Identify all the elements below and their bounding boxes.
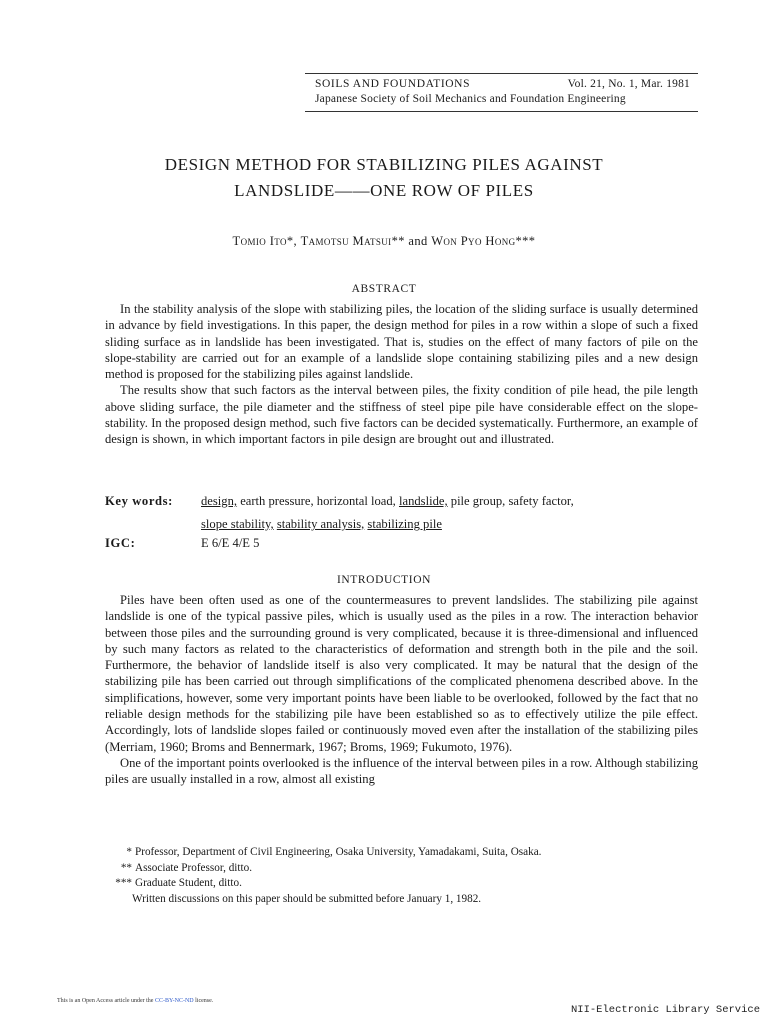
- keyword: earth pressure,: [240, 494, 314, 508]
- abstract-paragraph-2: The results show that such factors as the interval between piles, the fixity condition of pile head, the pile length above sliding surface, the pile diameter and the stiffness of steel pipe pile have considerable effect on the slope-stability. In the proposed design method, such five factors can be decided systematically. Furthermore, an example of design is shown, in which important factors in pile design are brought out and illustrated.: [105, 383, 698, 447]
- paper-title: [60, 152, 708, 204]
- footnote-text: Professor, Department of Civil Engineering, Osaka University, Yamadakami, Suita, Osaka.: [135, 846, 542, 858]
- license-suffix: license.: [195, 998, 214, 1004]
- author-conjunction: and: [408, 234, 428, 248]
- service-watermark: NII-Electronic Library Service: [570, 1004, 760, 1016]
- footnote-mark: **: [120, 861, 132, 874]
- footnote-2: [105, 861, 698, 877]
- author-1: Tomio Ito*,: [232, 234, 298, 248]
- keywords-block: [105, 490, 705, 538]
- footnote-3: [105, 876, 698, 892]
- footnote-text: Graduate Student, ditto.: [135, 877, 242, 889]
- license-prefix: This is an Open Access article under the: [57, 998, 154, 1004]
- title-line-2: LANDSLIDE——ONE ROW OF PILES: [234, 181, 534, 200]
- keywords-label: Key words:: [105, 494, 173, 508]
- keyword: safety factor,: [508, 494, 574, 508]
- footnote-mark: ***: [115, 877, 132, 889]
- footnotes: [105, 845, 698, 907]
- keywords-list: [201, 490, 701, 536]
- keyword: landslide,: [398, 494, 448, 508]
- journal-name: SOILS AND FOUNDATIONS: [315, 78, 471, 90]
- footnote-text: Associate Professor, ditto.: [135, 861, 253, 874]
- igc-label: IGC:: [105, 536, 136, 550]
- abstract-heading: ABSTRACT: [351, 283, 417, 295]
- keyword: slope stability,: [201, 517, 274, 531]
- footnote-mark: *: [126, 846, 132, 858]
- license-note: [57, 998, 213, 1004]
- abstract-paragraph-1: In the stability analysis of the slope with stabilizing piles, the location of the sliding surface is usually determined in advance by field investigations. In this paper, the design method for piles in a row within a slope of such a fixed sliding surface as in landslide has been investigated. That is, studies on the effect of many factors of pile on the slope-stability are carried out for an example of a landslide slope containing stabilizing piles and a new design method is proposed for the stabilizing piles against landslide.: [105, 302, 698, 382]
- journal-volume: Vol. 21, No. 1, Mar. 1981: [567, 78, 690, 90]
- keyword: stability analysis,: [276, 517, 365, 531]
- author-list: [60, 234, 708, 249]
- keyword: pile group,: [450, 494, 506, 508]
- keyword: horizontal load,: [316, 494, 396, 508]
- introduction-paragraph-1: Piles have been often used as one of the countermeasures to prevent landslides. The stabilizing pile against landslide is one of the typical passive piles, which is usually used as the piles in a row. The interaction behavior between those piles and the surrounding ground is very complicated, because it is three-dimensional and influenced by such many factors as related to the characteristics of deformation and strength both in the pile and the soil. Furthermore, the behavior of landslide itself is also very complicated. It may be natural that the design of the stabilizing pile has been carried out through simplifications of the complicated phenomena described above. In the simplifications, however, some very important points have been liable to be overlooked, followed by the fact that no reliable design methods for the stabilizing pile have been established so as to effectively utilize the pile effect. Accordingly, lots of landslide slopes failed or continuously moved even after the installation of the stabilizing piles (Merriam, 1960; Broms and Bennermark, 1967; Broms, 1969; Fukumoto, 1976).: [105, 593, 698, 754]
- title-line-1: DESIGN METHOD FOR STABILIZING PILES AGAINST: [164, 155, 604, 174]
- author-2: Tamotsu Matsui**: [300, 234, 405, 248]
- author-3: Won Pyo Hong***: [431, 234, 536, 248]
- discussion-note: Written discussions on this paper should be submitted before January 1, 1982.: [132, 892, 482, 905]
- keyword: stabilizing pile: [367, 517, 442, 531]
- license-link[interactable]: CC-BY-NC-ND: [154, 998, 194, 1004]
- journal-society: Japanese Society of Soil Mechanics and Foundation Engineering: [315, 93, 626, 105]
- introduction-heading: INTRODUCTION: [336, 574, 432, 586]
- introduction-body: [105, 592, 698, 788]
- journal-header: [305, 73, 698, 112]
- introduction-paragraph-2: One of the important points overlooked is the influence of the interval between piles in a row. Although stabilizing piles are usually installed in a row, almost all existing: [105, 755, 698, 787]
- abstract-body: [105, 301, 698, 448]
- igc-block: [105, 532, 705, 555]
- keyword: design,: [201, 494, 238, 508]
- igc-value: E 6/E 4/E 5: [201, 536, 260, 550]
- footnote-1: [105, 845, 698, 861]
